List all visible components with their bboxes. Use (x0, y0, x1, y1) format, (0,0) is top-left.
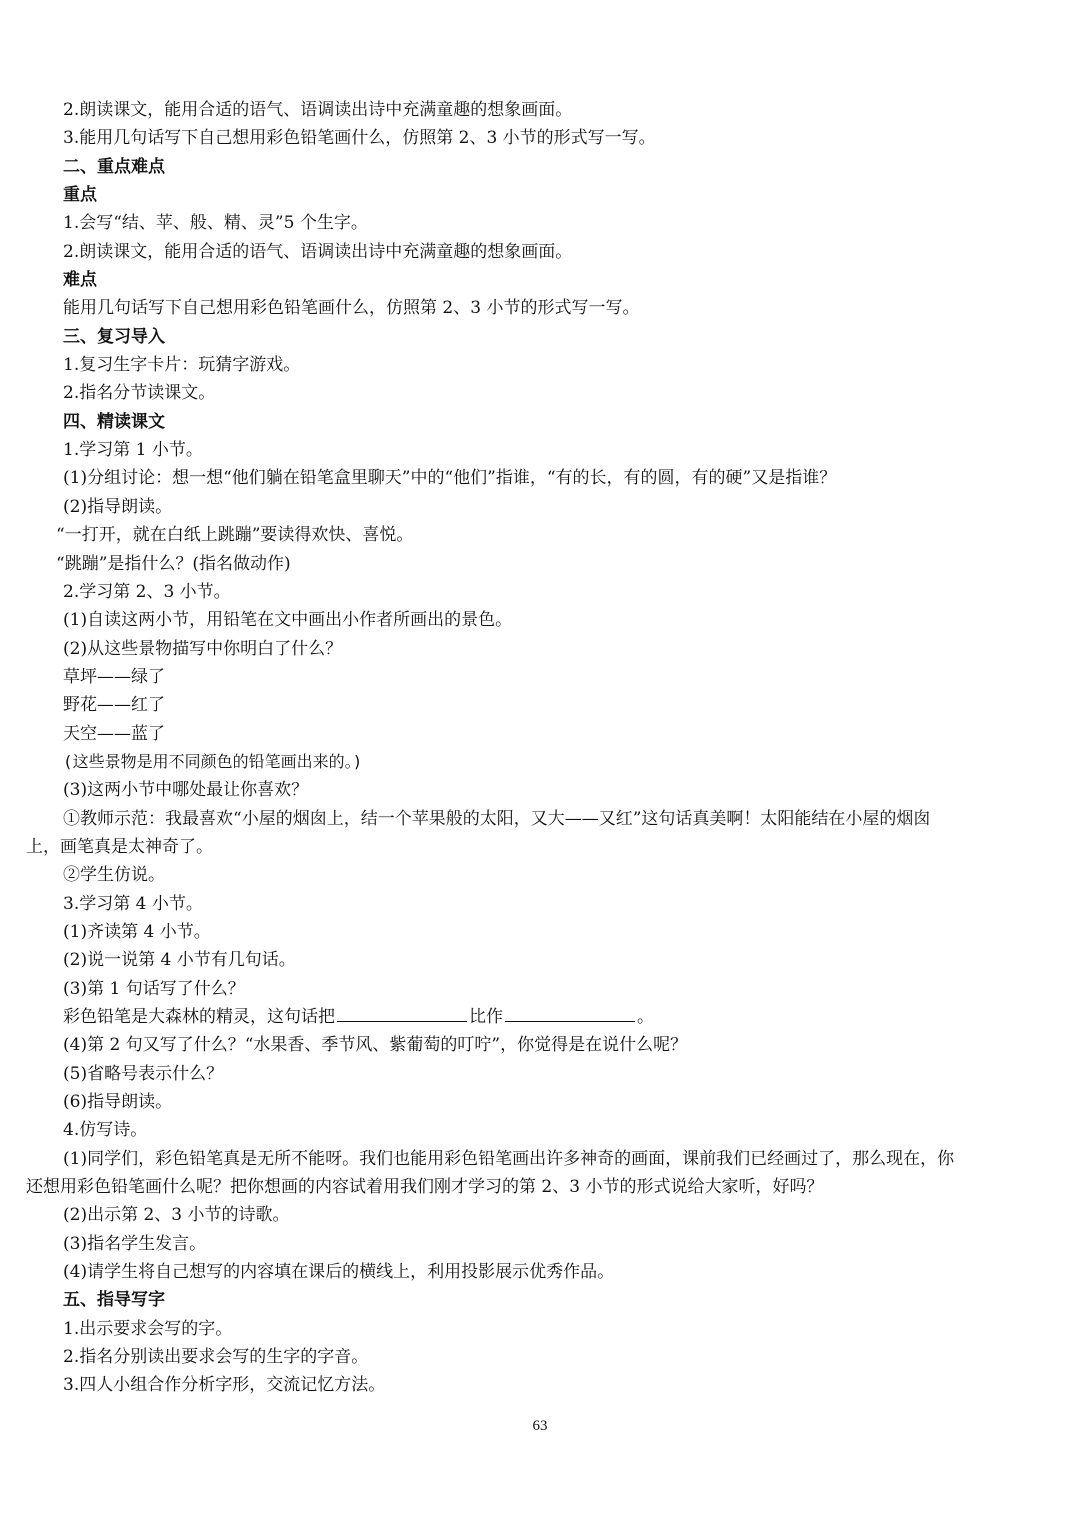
subheading-key: 重点 (63, 185, 97, 206)
study-stanza-4: 3.学习第 4 小节。 (63, 893, 203, 914)
imitation-intro-continued: 还想用彩色铅笔画什么呢？把你想画的内容试着用我们刚才学习的第 2、3 小节的形式说给大家听，好吗？ (26, 1177, 824, 1198)
scenery-flowers: 野花——红了 (63, 695, 165, 716)
fill-in-part-3: 。 (637, 1007, 654, 1027)
scenery-question: (2)从这些景物描写中你明白了什么？ (63, 638, 343, 659)
favorite-question: (3)这两小节中哪处最让你喜欢？ (63, 780, 309, 801)
document-page (0, 96, 1080, 1400)
teacher-demo-continued: 上，画笔真是太神奇了。 (26, 836, 213, 857)
self-reading-task: (1)自读这两小节，用铅笔在文中画出小作者所画出的景色。 (63, 610, 513, 631)
fill-in-blank-1 (337, 1005, 467, 1022)
group-discussion: (1)分组讨论：想一想“他们躺在铅笔盒里聊天”中的“他们”指谁，“有的长，有的圆，有的硬”又是指谁？ (63, 468, 837, 489)
jump-question: “跳蹦”是指什么？(指名做动作) (56, 553, 291, 574)
count-sentences: (2)说一说第 4 小节有几句话。 (63, 950, 296, 971)
objective-3: 3.能用几句话写下自己想用彩色铅笔画什么，仿照第 2、3 小节的形式写一写。 (63, 128, 656, 149)
guided-reading-2: (6)指导朗读。 (63, 1092, 173, 1113)
scenery-note: (这些景物是用不同颜色的铅笔画出来的。) (63, 751, 363, 771)
fill-in-sentence (0, 1003, 1080, 1031)
scenery-grass: 草坪——绿了 (63, 666, 165, 687)
guided-reading: (2)指导朗读。 (63, 496, 173, 517)
show-poems: (2)出示第 2、3 小节的诗歌。 (63, 1205, 290, 1226)
fill-and-display: (4)请学生将自己想写的内容填在课后的横线上，利用投影展示优秀作品。 (63, 1262, 615, 1283)
students-speak: (3)指名学生发言。 (63, 1233, 207, 1254)
page-number: 63 (532, 1418, 548, 1434)
review-step-2: 2.指名分节读课文。 (63, 383, 216, 404)
sentence-1-question: (3)第 1 句话写了什么？ (63, 978, 245, 999)
study-stanza-1: 1.学习第 1 小节。 (63, 440, 203, 461)
scenery-sky: 天空——蓝了 (63, 723, 165, 744)
key-point-1: 1.会写“结、苹、般、精、灵”5 个生字。 (63, 213, 368, 234)
fill-in-blank-2 (505, 1005, 635, 1022)
writing-step-3: 3.四人小组合作分析字形，交流记忆方法。 (63, 1375, 386, 1396)
student-imitation: ②学生仿说。 (63, 865, 165, 886)
section-heading-writing: 五、指导写字 (63, 1290, 165, 1311)
section-heading-review: 三、复习导入 (63, 326, 165, 347)
section-heading-key-points: 二、重点难点 (63, 156, 165, 177)
imitation-writing: 4.仿写诗。 (63, 1120, 148, 1141)
sentence-2-question: (4)第 2 句又写了什么？“水果香、季节风、紫葡萄的叮咛”，你觉得是在说什么呢？ (63, 1035, 688, 1056)
writing-step-2: 2.指名分别读出要求会写的生字的字音。 (63, 1347, 369, 1368)
key-point-2: 2.朗读课文，能用合适的语气、语调读出诗中充满童趣的想象画面。 (63, 241, 573, 262)
objective-2: 2.朗读课文，能用合适的语气、语调读出诗中充满童趣的想象画面。 (63, 100, 573, 120)
review-step-1: 1.复习生字卡片：玩猜字游戏。 (63, 355, 301, 376)
writing-step-1: 1.出示要求会写的字。 (63, 1318, 233, 1339)
fill-in-part-1: 彩色铅笔是大森林的精灵，这句话把 (63, 1007, 335, 1027)
section-heading-close-reading: 四、精读课文 (63, 411, 165, 432)
subheading-difficulty: 难点 (63, 270, 97, 291)
difficulty-text: 能用几句话写下自己想用彩色铅笔画什么，仿照第 2、3 小节的形式写一写。 (63, 298, 640, 319)
imitation-intro: (1)同学们，彩色铅笔真是无所不能呀。我们也能用彩色铅笔画出许多神奇的画面，课前我们已经画过了，那么现在，你 (63, 1148, 955, 1169)
study-stanza-2-3: 2.学习第 2、3 小节。 (63, 581, 231, 602)
ellipsis-question: (5)省略号表示什么？ (63, 1063, 224, 1084)
read-together: (1)齐读第 4 小节。 (63, 921, 211, 942)
teacher-demo: ①教师示范：我最喜欢“小屋的烟囱上，结一个苹果般的太阳，又大——又红”这句话真美啊！太阳能结在小屋的烟囱 (63, 808, 931, 829)
reading-tone-note: “一打开，就在白纸上跳蹦”要读得欢快、喜悦。 (56, 525, 414, 546)
fill-in-part-2: 比作 (469, 1007, 503, 1027)
